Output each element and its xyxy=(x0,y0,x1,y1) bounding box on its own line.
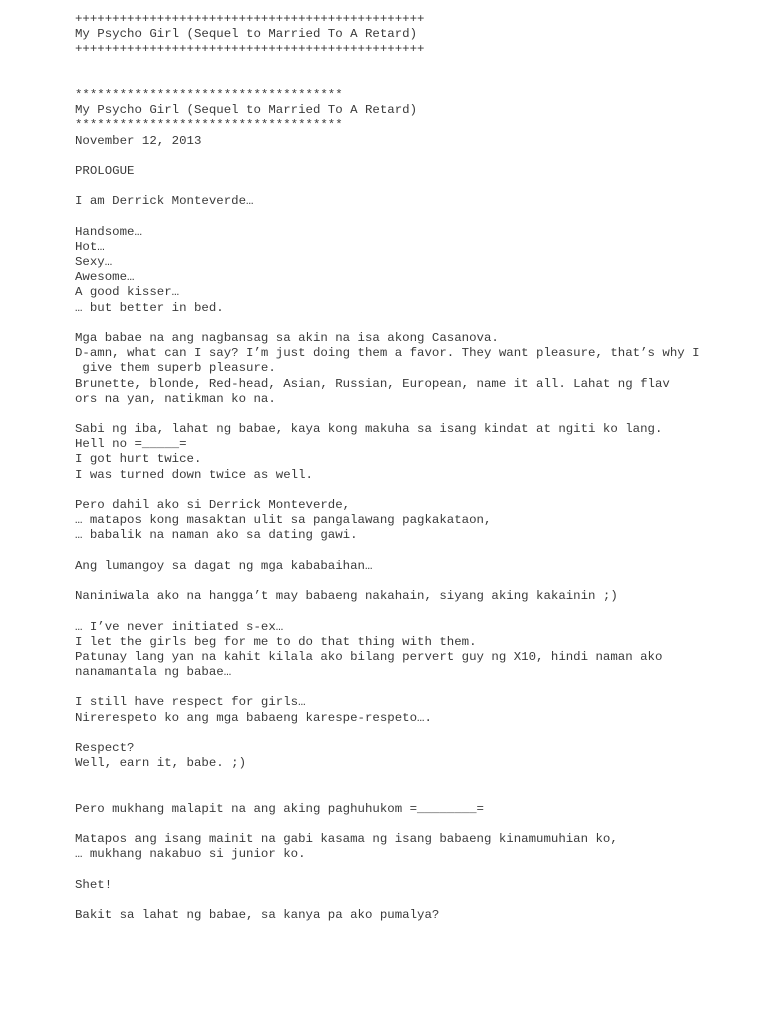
blank-line xyxy=(75,604,755,619)
blank-line xyxy=(75,680,755,695)
text-line: November 12, 2013 xyxy=(75,133,202,148)
text-line: Bakit sa lahat ng babae, sa kanya pa ako pumalya? xyxy=(75,908,440,923)
text-line: I got hurt twice. xyxy=(75,452,202,467)
text-line: … babalik na naman ako sa dating gawi. xyxy=(75,528,358,543)
text-line: Handsome… xyxy=(75,224,142,239)
blank-line xyxy=(75,817,755,832)
text-line: Brunette, blonde, Red-head, Asian, Russian, European, name it all. Lahat ng flav xyxy=(75,376,670,391)
text-line: My Psycho Girl (Sequel to Married To A Retard) xyxy=(75,103,418,118)
blank-line xyxy=(75,483,755,498)
text-line: … I’ve never initiated s-ex… xyxy=(75,619,284,634)
blank-line xyxy=(75,179,755,194)
text-line: Mga babae na ang nagbansag sa akin na isa akong Casanova. xyxy=(75,330,499,345)
text-line: Hell no =_____= xyxy=(75,437,187,452)
text-line: nanamantala ng babae… xyxy=(75,665,232,680)
text-line: ************************************ xyxy=(75,118,343,133)
blank-line xyxy=(75,544,755,559)
blank-line xyxy=(75,771,755,786)
text-line: Respect? xyxy=(75,741,135,755)
text-line: Sexy… xyxy=(75,255,113,269)
blank-line xyxy=(75,209,755,224)
text-line: … but better in bed. xyxy=(75,300,224,315)
blank-line xyxy=(75,149,755,164)
text-line: I was turned down twice as well. xyxy=(75,467,313,482)
text-line: +++++++++++++++++++++++++++++++++++++++++++++++ xyxy=(75,42,425,57)
text-line: Naniniwala ako na hangga’t may babaeng nakahain, siyang aking kakainin ;) xyxy=(75,589,618,604)
blank-line xyxy=(75,863,755,878)
blank-line xyxy=(75,893,755,908)
blank-line xyxy=(75,574,755,589)
text-line: Hot… xyxy=(75,239,105,254)
blank-line xyxy=(75,58,755,73)
blank-line xyxy=(75,316,755,331)
blank-line xyxy=(75,726,755,741)
text-line: A good kisser… xyxy=(75,285,180,300)
text-line: Pero mukhang malapit na ang aking paghuhukom =________= xyxy=(75,801,484,816)
text-line: My Psycho Girl (Sequel to Married To A Retard) xyxy=(75,27,418,42)
blank-line xyxy=(75,787,755,802)
text-line: … matapos kong masaktan ulit sa pangalawang pagkakataon, xyxy=(75,513,492,528)
text-line: give them superb pleasure. xyxy=(75,361,276,376)
text-line: +++++++++++++++++++++++++++++++++++++++++++++++ xyxy=(75,12,425,26)
text-line: ************************************ xyxy=(75,87,343,102)
text-line: Shet! xyxy=(75,877,113,892)
text-line: Nirerespeto ko ang mga babaeng karespe-respeto…. xyxy=(75,710,432,725)
text-line: I am Derrick Monteverde… xyxy=(75,194,254,209)
text-line: PROLOGUE xyxy=(75,163,135,178)
blank-line xyxy=(75,73,755,88)
text-line: Awesome… xyxy=(75,270,135,285)
text-line: D-amn, what can I say? I’m just doing them a favor. They want pleasure, that’s why I xyxy=(75,346,700,361)
text-line: Well, earn it, babe. ;) xyxy=(75,756,247,771)
document-body xyxy=(75,12,755,923)
text-line: Patunay lang yan na kahit kilala ako bilang pervert guy ng X10, hindi naman ako xyxy=(75,649,663,664)
text-line: Ang lumangoy sa dagat ng mga kababaihan… xyxy=(75,558,373,573)
text-line: Sabi ng iba, lahat ng babae, kaya kong makuha sa isang kindat at ngiti ko lang. xyxy=(75,422,663,437)
text-line: Matapos ang isang mainit na gabi kasama ng isang babaeng kinamumuhian ko, xyxy=(75,832,618,847)
blank-line xyxy=(75,407,755,422)
text-line: I still have respect for girls… xyxy=(75,695,306,710)
text-line: … mukhang nakabuo si junior ko. xyxy=(75,847,306,862)
text-line: Pero dahil ako si Derrick Monteverde, xyxy=(75,498,351,512)
text-line: I let the girls beg for me to do that thing with them. xyxy=(75,634,477,649)
text-line: ors na yan, natikman ko na. xyxy=(75,391,276,406)
